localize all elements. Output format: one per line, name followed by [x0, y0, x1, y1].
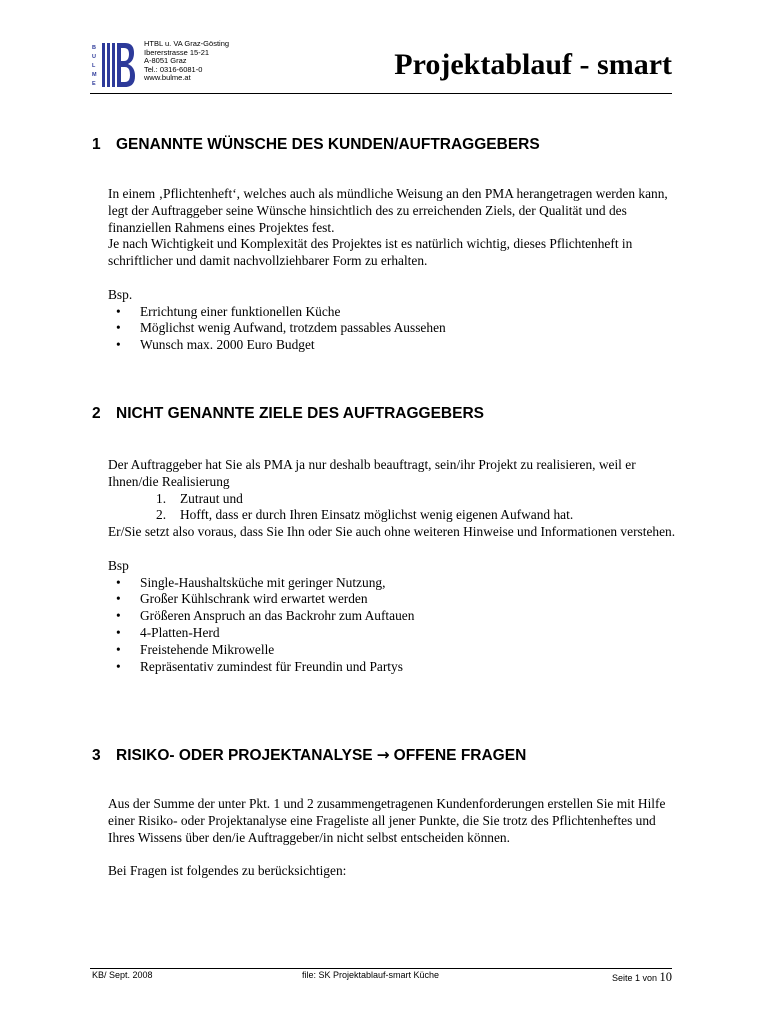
list-item: • Repräsentativ zumindest für Freundin und Partys	[108, 659, 678, 676]
list-item: • Freistehende Mikrowelle	[108, 642, 678, 659]
section-number: 1	[92, 136, 101, 153]
list-item: • Großer Kühlschrank wird erwartet werden	[108, 591, 678, 608]
address-line: Tel.: 0316-6081-0	[144, 64, 203, 74]
footer-date: KB/ Sept. 2008	[92, 970, 153, 980]
section-title: RISIKO- ODER PROJEKTANALYSE	[116, 747, 373, 764]
section-title-suffix: OFFENE FRAGEN	[393, 747, 527, 764]
section-title: GENANNTE WÜNSCHE DES KUNDEN/AUFTRAGGEBERS	[116, 136, 540, 153]
paragraph: Aus der Summe der unter Pkt. 1 und 2 zusammengetragenen Kundenforderungen erstellen Sie mit Hilfe einer Risiko- oder Projektanalyse eine Frageliste all jener Punkte, die Sie trotz des Pflichtenheftes und Ihres Wissens über den/ie Auftraggeber/in nicht selbst entscheiden können.	[108, 796, 666, 845]
list-item: • Möglichst wenig Aufwand, trotzdem passables Aussehen	[108, 320, 678, 337]
address-line: Ibererstrasse 15-21	[144, 47, 210, 57]
footer-divider	[90, 968, 672, 969]
section-3-body	[108, 796, 678, 880]
example-label: Bsp.	[108, 286, 133, 302]
list-item	[108, 491, 678, 508]
list-item: • 4-Platten-Herd	[108, 625, 678, 642]
logo-letter-u: U	[92, 54, 96, 60]
logo-letter-e: E	[92, 81, 96, 87]
bullet-list	[108, 304, 678, 354]
address-line: HTBL u. VA Graz-Gösting	[144, 39, 230, 48]
item-number: 1.	[156, 490, 167, 506]
school-address	[144, 40, 229, 83]
paragraph: Er/Sie setzt also voraus, dass Sie Ihn oder Sie auch ohne weiteren Hinweise und Informationen verstehen.	[108, 524, 676, 540]
list-item	[108, 507, 678, 524]
section-number: 3	[92, 747, 101, 764]
document-title: Projektablauf - smart	[394, 48, 672, 81]
address-line: A-8051 Graz	[144, 56, 187, 66]
section-2-heading	[92, 405, 484, 423]
item-text: Zutraut und	[180, 490, 243, 506]
list-item: • Errichtung einer funktionellen Küche	[108, 304, 678, 321]
paragraph: Je nach Wichtigkeit und Komplexität des Projektes ist es natürlich wichtig, dieses Pflichtenheft in schriftlicher und damit nachvollziehbarer Form zu erhalten.	[108, 236, 633, 269]
footer-page-number	[560, 970, 672, 985]
section-number: 2	[92, 405, 101, 422]
paragraph: Bei Fragen ist folgendes zu berücksichtigen:	[108, 863, 347, 879]
example-label: Bsp	[108, 557, 129, 573]
page-total: 10	[659, 970, 672, 984]
page-prefix: Seite 1 von	[611, 973, 657, 983]
bulme-logo	[90, 40, 136, 90]
logo-letter-l: L	[92, 63, 96, 69]
paragraph: In einem ‚Pflichtenheft‘, welches auch als mündliche Weisung an den PMA herangetragen werden kann, legt der Auftraggeber seine Wünsche hinsichtlich des zu erreichenden Ziels, der Qualität und des finanziellen Rahmens eines Projektes fest.	[108, 186, 668, 235]
paragraph: Der Auftraggeber hat Sie als PMA ja nur deshalb beauftragt, sein/ihr Projekt zu realisieren, weil er Ihnen/die Realisierung	[108, 457, 636, 489]
bullet-list	[108, 575, 678, 676]
section-2-body	[108, 457, 678, 675]
logo-letter-m: M	[92, 72, 97, 78]
list-item: • Single-Haushaltsküche mit geringer Nutzung,	[108, 575, 678, 592]
item-text: Hofft, dass er durch Ihren Einsatz möglichst wenig eigenen Aufwand hat.	[180, 507, 574, 523]
list-item: • Wunsch max. 2000 Euro Budget	[108, 337, 678, 354]
arrow-right-icon: →	[376, 746, 390, 764]
footer-filename: file: SK Projektablauf-smart Küche	[302, 970, 440, 980]
header-divider	[90, 93, 672, 94]
section-1-body	[108, 186, 678, 354]
section-1-heading	[92, 136, 540, 154]
address-line: www.bulme.at	[144, 73, 191, 83]
section-title: NICHT GENANNTE ZIELE DES AUFTRAGGEBERS	[116, 405, 484, 422]
list-item: • Größeren Anspruch an das Backrohr zum Auftauen	[108, 608, 678, 625]
item-number: 2.	[156, 507, 167, 523]
section-3-heading	[92, 746, 526, 765]
logo-letter-b: B	[92, 45, 96, 51]
numbered-list	[108, 491, 678, 525]
